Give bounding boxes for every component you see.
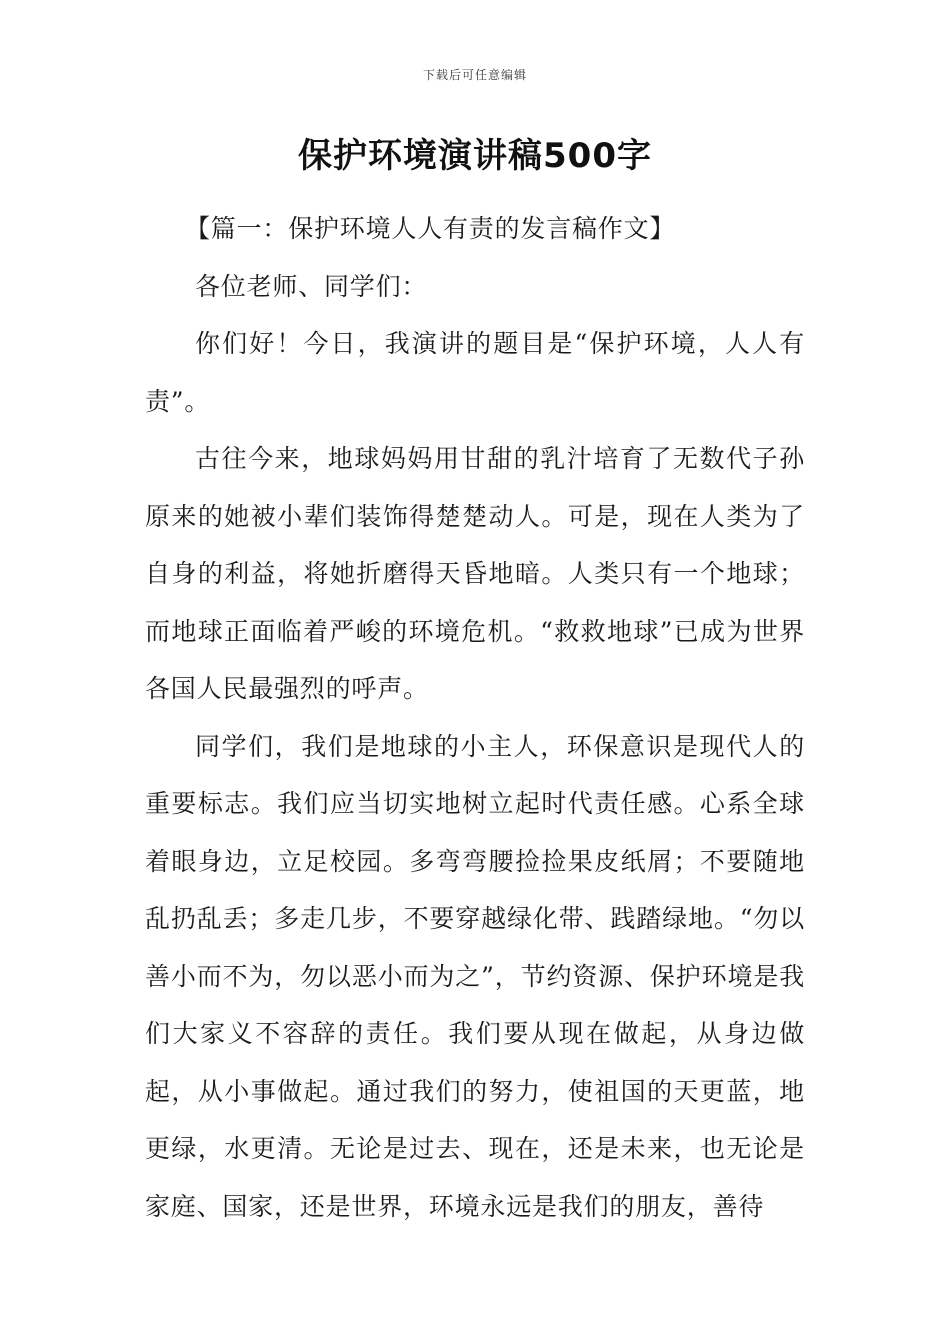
document-body <box>145 200 805 1235</box>
body-paragraph-earth: 古往今来，地球妈妈用甘甜的乳汁培育了无数代子孙原来的她被小辈们装饰得楚楚动人。可是，现在人类为了自身的利益，将她折磨得天昏地暗。人类只有一个地球；而地球正面临着严峻的环境危机。“救救地球”已成为世界各国人民最强烈的呼声。 <box>145 444 805 703</box>
document-title: 保护环境演讲稿500字 <box>298 136 652 176</box>
header-note: 下载后可任意编辑 <box>422 68 527 82</box>
greeting-paragraph: 你们好！今日，我演讲的题目是“保护环境，人人有责”。 <box>145 329 805 416</box>
section-heading: 【篇一：保护环境人人有责的发言稿作文】 <box>185 214 676 243</box>
body-paragraph-students: 同学们，我们是地球的小主人，环保意识是现代人的重要标志。我们应当切实地树立起时代责任感。心系全球着眼身边，立足校园。多弯弯腰捡捡果皮纸屑；不要随地乱扔乱丢；多走几步，不要穿越绿化带、践踏绿地。“勿以善小而不为，勿以恶小而为之”，节约资源、保护环境是我们大家义不容辞的责任。我们要从现在做起，从身边做起，从小事做起。通过我们的努力，使祖国的天更蓝，地更绿，水更清。无论是过去、现在，还是未来，也无论是家庭、国家，还是世界，环境永远是我们的朋友，善待 <box>145 731 805 1221</box>
salutation-paragraph: 各位老师、同学们： <box>195 271 428 301</box>
